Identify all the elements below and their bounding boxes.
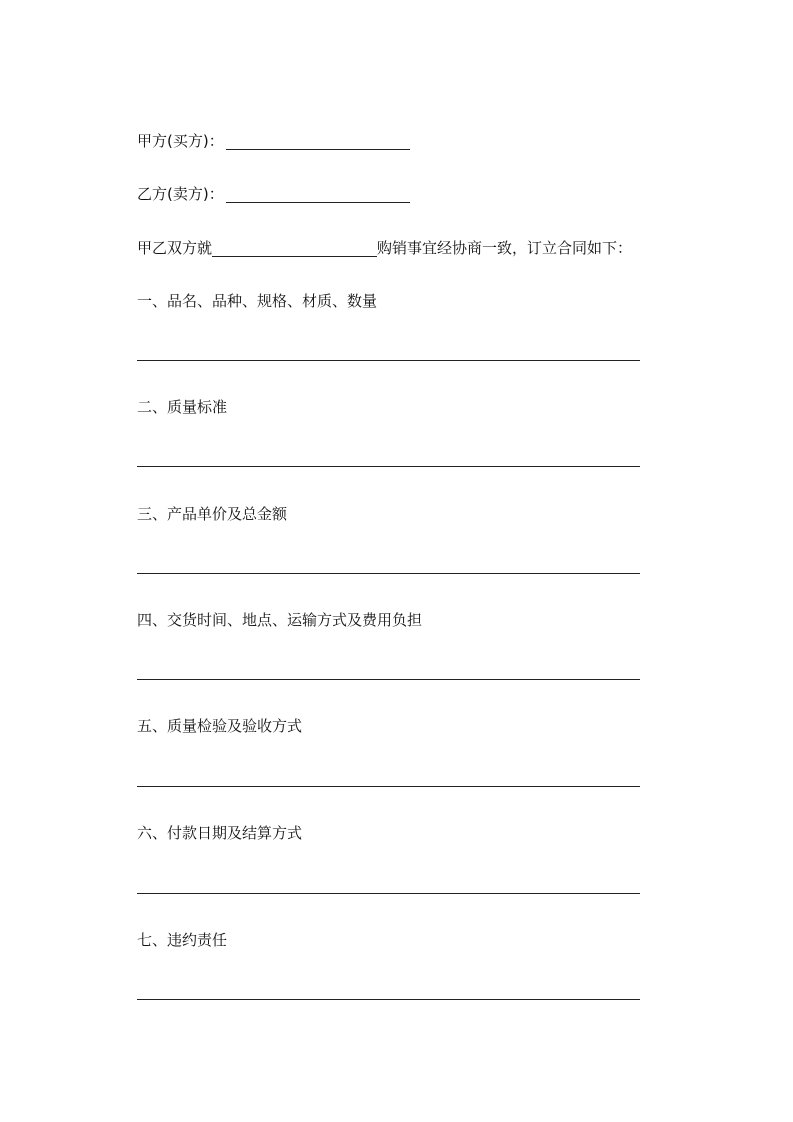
section-heading-4: 四、交货时间、地点、运输方式及费用负担 [137,611,423,629]
section-answer-line-3[interactable] [137,573,640,574]
section-answer-line-1[interactable] [137,360,640,361]
section-heading-2: 二、质量标准 [137,398,228,416]
party-b-blank[interactable] [226,186,410,203]
party-b-line [137,184,410,204]
party-a-line [137,131,410,151]
section-heading-1: 一、品名、品种、规格、材质、数量 [137,292,378,310]
intro-line [137,238,632,258]
section-heading-5: 五、质量检验及验收方式 [137,717,303,735]
party-a-label: 甲方(买方)： [137,132,224,150]
section-heading-6: 六、付款日期及结算方式 [137,824,303,842]
section-heading-3: 三、产品单价及总金额 [137,505,288,523]
section-heading-7: 七、违约责任 [137,931,228,949]
section-answer-line-7[interactable] [137,999,640,1000]
section-answer-line-2[interactable] [137,466,640,467]
goods-blank[interactable] [212,240,377,257]
intro-prefix: 甲乙双方就 [137,239,213,257]
section-answer-line-4[interactable] [137,679,640,680]
section-answer-line-5[interactable] [137,786,640,787]
intro-suffix: 购销事宜经协商一致，订立合同如下： [377,239,633,257]
section-answer-line-6[interactable] [137,893,640,894]
party-b-label: 乙方(卖方)： [137,185,224,203]
party-a-blank[interactable] [226,133,410,150]
